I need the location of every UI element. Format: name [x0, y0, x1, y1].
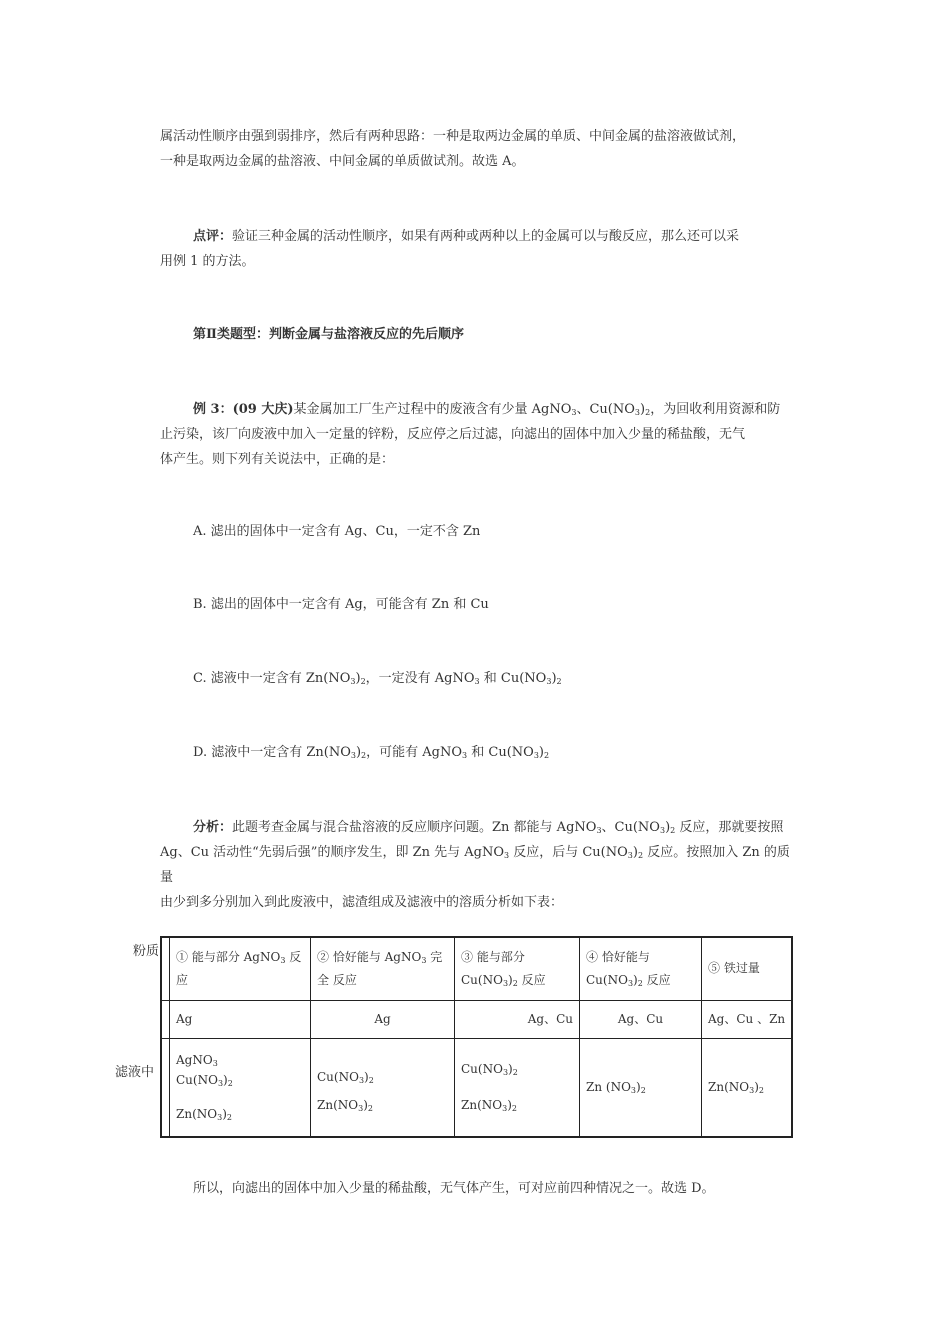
subscript: 3 [474, 677, 480, 686]
analysis-table [160, 936, 793, 1138]
option-text: D. 滤液中一定含有 Zn(NO [193, 745, 351, 760]
intro-line-2: 一种是取两边金属的盐溶液、中间金属的单质做试剂。故选 A。 [160, 154, 525, 169]
comment-label: 点评： [193, 229, 233, 244]
analysis-paragraph [160, 815, 792, 915]
comment-paragraph [160, 224, 792, 274]
filtrate-cell-5: $Zn(NO_3)_2$ [702, 1038, 793, 1137]
subscript: 2 [670, 826, 676, 835]
example-text: 、Cu(NO [576, 402, 635, 417]
option-text: ，可能有 AgNO [366, 745, 463, 760]
subscript: 2 [361, 751, 367, 760]
header-cell-1: ① 能与部分 AgNO$_3$ 反 应 [170, 937, 311, 1000]
analysis-text: 反应。按照加入 Zn 的质量 [160, 845, 790, 885]
example-line-2: 止污染，该厂向废液中加入一定量的锌粉，反应停之后过滤，向滤出的固体中加入少量的稀盐酸，无气 [160, 427, 746, 442]
option-b: B. 滤出的固体中一定含有 Ag，可能含有 Zn 和 Cu [193, 597, 489, 612]
example-text: 某金属加工厂生产过程中的废液含有少量 AgNO [293, 402, 572, 417]
analysis-text: ) [665, 820, 671, 835]
comment-text-2: 用例 1 的方法。 [160, 254, 255, 269]
option-text: ) [551, 671, 557, 686]
filtrate-cell-4: Zn $(NO_3)_2$ [580, 1038, 702, 1137]
filtrate-cell-1: AgNO$_3$ $Cu(NO_3)_2$ $Zn(NO_3)_2$ [170, 1038, 311, 1137]
row-label-filtrate: 滤液中 [115, 1065, 155, 1080]
subscript: 2 [556, 677, 562, 686]
subscript: 3 [546, 677, 552, 686]
comment-text-1: 验证三种金属的活动性顺序，如果有两种或两种以上的金属可以与酸反应，那么还可以采 [232, 229, 740, 244]
subscript: 3 [350, 751, 356, 760]
subscript: 3 [462, 751, 468, 760]
option-text: 和 Cu(NO [467, 745, 534, 760]
table-label-cell [161, 1038, 170, 1137]
conclusion-paragraph: 所以，向滤出的固体中加入少量的稀盐酸，无气体产生，可对应前四种情况之一。故选 D。 [193, 1181, 715, 1196]
option-text: ) [355, 671, 361, 686]
subscript: 3 [596, 826, 602, 835]
option-text: ，一定没有 AgNO [365, 671, 475, 686]
analysis-text: 反应，那就要按照 [675, 820, 784, 835]
subscript: 3 [533, 751, 539, 760]
analysis-text: ) [632, 845, 638, 860]
header-cell-4: ④ 恰好能与 $Cu(NO_3)_2$ 反应 [580, 937, 702, 1000]
analysis-text: 、Cu(NO [601, 820, 660, 835]
filtrate-cell-3: $Cu(NO_3)_2$ $Zn(NO_3)_2$ [455, 1038, 580, 1137]
subscript: 3 [659, 826, 666, 835]
table-row-filtrate [161, 1038, 792, 1137]
example-line-3: 体产生。则下列有关说法中，正确的是： [160, 452, 395, 467]
subscript: 3 [350, 677, 356, 686]
solid-cell-2: Ag [311, 1000, 455, 1038]
analysis-label: 分析： [193, 820, 233, 835]
option-c [193, 669, 562, 689]
option-d [193, 743, 549, 763]
table-header-row [161, 937, 792, 1000]
subscript: 3 [571, 408, 577, 417]
table-corner-cell [161, 937, 170, 1000]
analysis-text: 此题考查金属与混合盐溶液的反应顺序问题。Zn 都能与 AgNO [232, 820, 597, 835]
option-text: 和 Cu(NO [479, 671, 547, 686]
solid-cell-3: Ag、Cu [455, 1000, 580, 1038]
solid-cell-1: Ag [170, 1000, 311, 1038]
row-label-solid: 粉质 [133, 944, 160, 959]
intro-paragraph [160, 124, 792, 174]
option-a: A. 滤出的固体中一定含有 Ag、Cu，一定不含 Zn [193, 524, 481, 539]
table-label-cell [161, 1000, 170, 1038]
solid-cell-4: Ag、Cu [580, 1000, 702, 1038]
subscript: 3 [634, 408, 641, 417]
subscript: 2 [544, 751, 550, 760]
example-text: ，为回收利用资源和防 [650, 402, 781, 417]
filtrate-cell-2: $Cu(NO_3)_2$ $Zn(NO_3)_2$ [311, 1038, 455, 1137]
header-cell-3: ③ 能与部分 $Cu(NO_3)_2$ 反应 [455, 937, 580, 1000]
section-heading: 第Ⅱ类题型：判断金属与盐溶液反应的先后顺序 [193, 327, 464, 342]
table-row-solids [161, 1000, 792, 1038]
example-text: ) [640, 402, 646, 417]
analysis-line-3: 由少到多分别加入到此废液中，滤渣组成及滤液中的溶质分析如下表： [160, 895, 564, 910]
solid-cell-5: Ag、Cu 、Zn [702, 1000, 793, 1038]
option-text: C. 滤液中一定含有 Zn(NO [193, 671, 351, 686]
option-text: ) [355, 745, 362, 760]
subscript: 3 [627, 851, 633, 860]
example-paragraph [160, 397, 792, 472]
header-cell-2: ② 恰好能与 AgNO$_3$ 完 全 反应 [311, 937, 455, 1000]
subscript: 2 [645, 408, 651, 417]
example-label: 例 3：(09 大庆) [193, 402, 294, 417]
subscript: 2 [360, 677, 366, 686]
analysis-text: Ag、Cu 活动性“先弱后强”的顺序发生，即 Zn 先与 AgNO [160, 845, 504, 860]
subscript: 3 [504, 851, 510, 860]
analysis-text: 反应，后与 Cu(NO [509, 845, 628, 860]
header-cell-5: ⑤ 铁过量 [702, 937, 793, 1000]
option-text: ) [538, 745, 544, 760]
subscript: 2 [637, 851, 644, 860]
intro-line-1: 属活动性顺序由强到弱排序，然后有两种思路：一种是取两边金属的单质、中间金属的盐溶液做试剂， [160, 129, 746, 144]
